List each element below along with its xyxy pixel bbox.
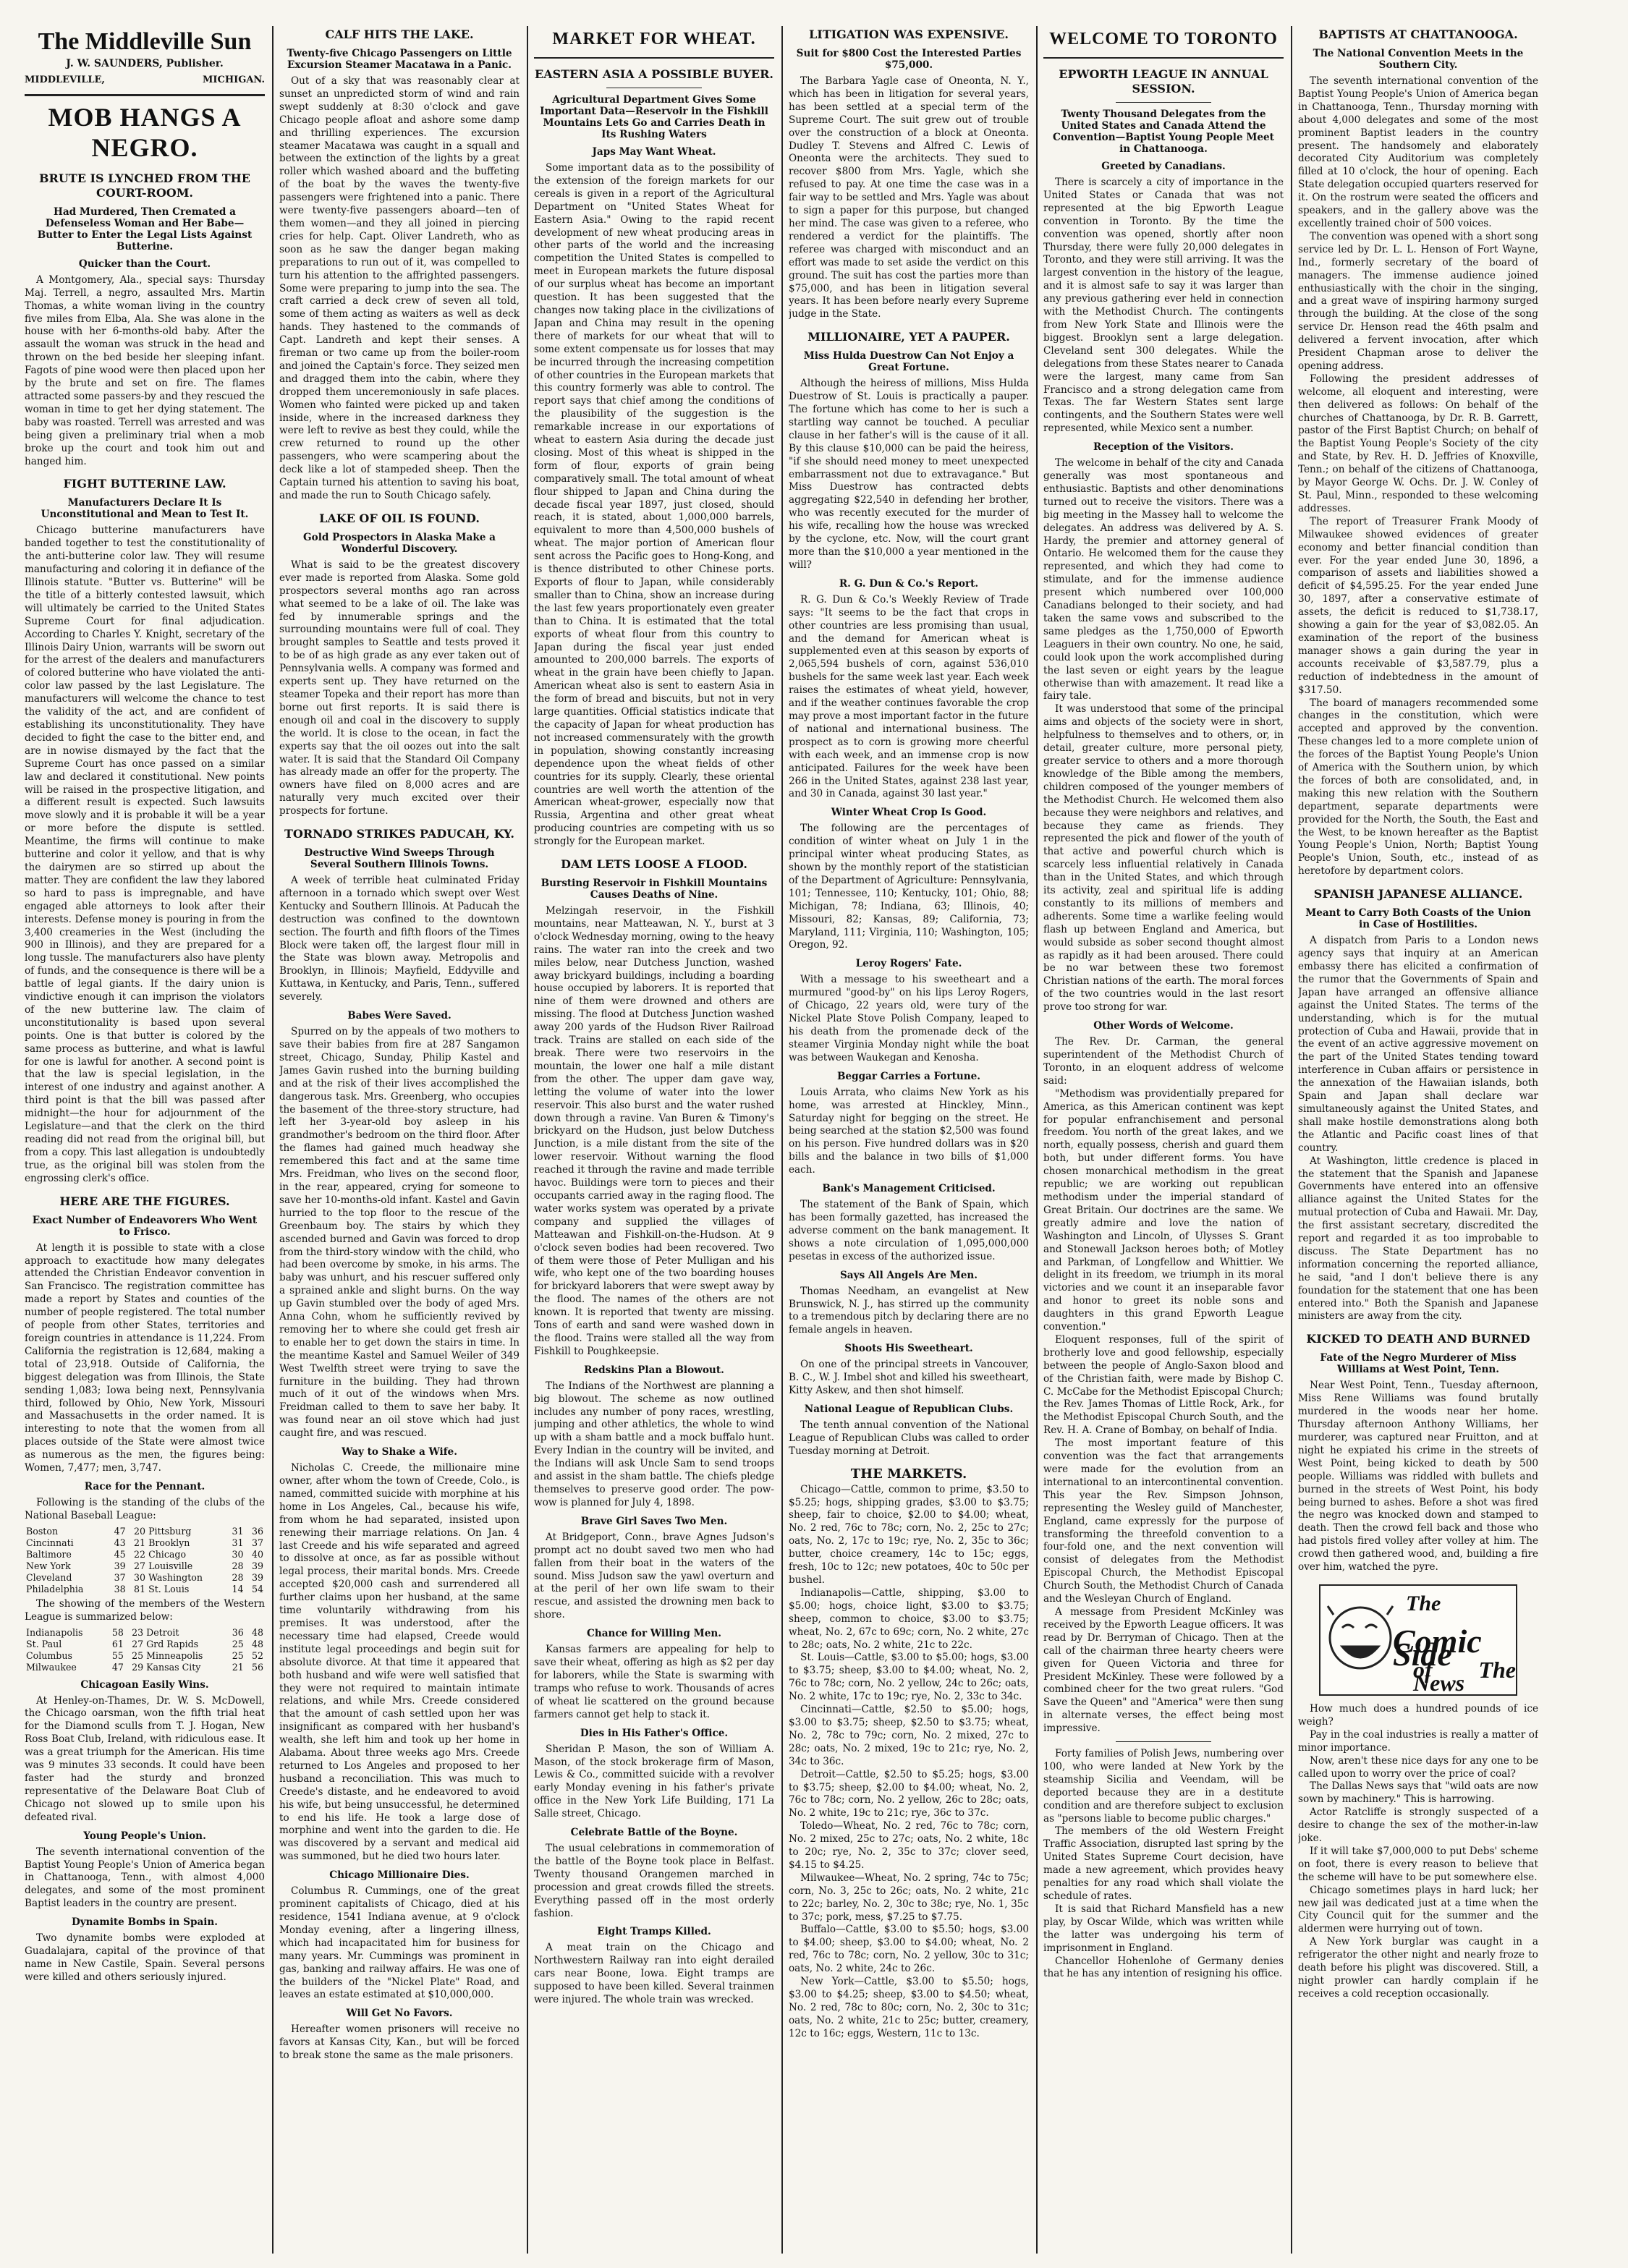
team-record: 14 <box>232 1583 244 1594</box>
article-body: The welcome in behalf of the city and Canada generally was most spontaneous and enthusiastic. Baptists and other denominations turned out to receive the visitors. There was a big meeting in the Massey hall to welcome the delegates. An address was delivered by A. S. Hardy, the premier and attorney general of Ontario. He welcomed them for the cause they represented, and which they had come to stimulate, and for the immense audience present which numbered over 100,000 Canadians belonged to their society, and had taken the same vows and subscribed to the same pledges as the 1,750,000 of Epworth Leaguers in their own country. No one, he said, could look upon the work accomplished during the last seven or eight years by the league otherwise than with amazement. It read like a fairy tale. <box>1043 457 1284 702</box>
standings-row <box>25 1662 265 1673</box>
column-rule <box>781 26 783 2254</box>
subhead: Fate of the Negro Murderer of Miss Williams at West Point, Tenn. <box>1320 1352 1517 1376</box>
headline: LAKE OF OIL IS FOUND. <box>319 511 480 525</box>
headline: DAM LETS LOOSE A FLOOD. <box>561 857 747 872</box>
team-record: 39 <box>251 1571 263 1583</box>
article-body: The board of managers recommended some changes in the constitution, which were accepted and approved by the convention. These changes led to a more complete union of the forces of the Baptist Young People's Union of America with the Southern union, by which the forces of both are consolidated, and, in making this new relation with the Southern department, separate departments were provided for the North, the South, the East and the West, to be known hereafter as the Baptist Young People's Union, North; Baptist Young People's Union, South, etc., instead of as heretofore by department colors. <box>1298 697 1538 878</box>
subhead: Winter Wheat Crop Is Good. <box>831 807 987 819</box>
comic-item: How much does a hundred pounds of ice weigh? <box>1298 1702 1538 1728</box>
headline: CALF HITS THE LAKE. <box>325 27 474 41</box>
subhead: Way to Shake a Wife. <box>342 1446 457 1458</box>
laughing-face-icon <box>1328 1606 1393 1668</box>
team-name: Pittsburg <box>148 1525 192 1537</box>
article-body: A Montgomery, Ala., special says: Thursday Maj. Terrell, a negro, assaulted Mrs. Martin Thomas, a white woman living in the country five miles from Elba, Ala. She was alone in the house with her 6-months-old baby. After the assault the woman was struck in the head and thrown on the bed beside her sleeping infant. Fagots of pine wood were then placed upon her by the brute and set on fire. The flames attracted some passers-by and they rescued the woman in time to get her dying statement. The baby was roasted. Terrell was arrested and was being given a preliminary trial when a mob broke up the court and took him out and hanged him. <box>25 273 265 467</box>
subhead: Exact Number of Endeavorers Who Went to Frisco. <box>32 1214 258 1238</box>
article-body: At Bridgeport, Conn., brave Agnes Judson's prompt act no doubt saved two men who had fallen from their boat in the waters of the sound. Miss Judson saw the yawl overturn and at the peril of her own life swam to their rescue, and assisted the drowning men back to shore. <box>534 1531 774 1621</box>
subhead: Suit for $800 Cost the Interested Parties $75,000. <box>796 48 1022 71</box>
team-name: St. Paul <box>26 1638 62 1649</box>
subhead: Dies in His Father's Office. <box>580 1727 729 1739</box>
market-report: Chicago—Cattle, common to prime, $3.50 to $5.25; hogs, shipping grades, $3.00 to $3.75; sheep, fair to choice, $2.00 to $4.00; wheat, No. 2 red, 76c to 78c; corn, No. 2, 25c to 27c; oats, No. 2, 17c to 19c; rye, No. 2, 35c to 36c; butter, choice creamery, 14c to 15c; eggs, fresh, 10c to 12c; new potatoes, 40c to 50c per bushel. <box>789 1483 1029 1586</box>
article-body: What is said to be the greatest discovery ever made is reported from Alaska. Some gold prospectors several months ago ran across what seemed to be a lake of oil. The lake was fed by innumerable springs and the surrounding mountains were full of coal. They brought samples to Seattle and tests proved it to be of as high grade as any ever taken out of Pennsylvania wells. A company was formed and experts sent up. They have returned on the steamer Topeka and their report has more than borne out first reports. It is said there is enough oil and coal in the discovery to supply the world. It is close to the ocean, in fact the experts say that the oil oozes out into the salt water. It is said that the Standard Oil Company has already made an offer for the property. The owners have filed on 8,000 acres and are naturally very much excited over their prospects for fortune. <box>279 558 520 817</box>
article-body: Melzingah reservoir, in the Fishkill mountains, near Matteawan, N. Y., burst at 3 o'clock Wednesday morning, owing to the heavy rains. The water ran into the creek and two miles below, near Dutchess Junction, washed away brickyard buildings, including a boarding house occupied by laborers. It is reported that nine of them were drowned and others are missing. The flood at Dutchess Junction washed away 200 yards of the Hudson River Railroad track. Trains are stalled on each side of the break. There were two reservoirs in the mountain, the lower one half a mile distant from the other. The upper dam gave way, letting the volume of water into the lower reservoir. This also burst and the water rushed down through a ravine. Van Buren & Timony's brickyard on the Hudson, just below Dutchess Junction, is a mile distant from the site of the lower reservoir. Without warning the flood reached it through the ravine and made terrible havoc. Buildings were torn to pieces and their occupants carried away in the raging flood. The water works system was operated by a private company and supplied the villages of Matteawan and Fishkill-on-the-Hudson. At 9 o'clock seven bodies had been recovered. Two of them were those of Peter Mulligan and his wife, who kept one of the two boarding houses for brickyard laborers that were swept away by the flood. The names of the others are not known. It is reported that twenty are missing. Tons of earth and sand were washed down in the flood. Trains were stalled all the way from Fishkill to Poughkeepsie. <box>534 905 774 1357</box>
summary: Had Murdered, Then Cremated a Defenseless Woman and Her Babe—Butter to Enter the Legal Lists Against Butterine. <box>37 205 253 252</box>
comic-side-logo <box>1319 1584 1517 1696</box>
team-name: Milwaukee <box>26 1661 77 1673</box>
headline: MOB HANGS A NEGRO. <box>48 102 242 162</box>
headline: LITIGATION WAS EXPENSIVE. <box>808 27 1009 41</box>
market-report: New York—Cattle, $3.00 to $5.50; hogs, $3.00 to $4.25; sheep, $3.00 to $4.50; wheat, No. 2 red, 78c to 80c; corn, No. 2, 30c to 31c; oats, No. 2 white, 21c to 25c; butter, creamery, 12c to 16c; eggs, Western, 11c to 13c. <box>789 1976 1029 2039</box>
team-record: 25 <box>232 1649 244 1661</box>
market-report: St. Louis—Cattle, $3.00 to $5.00; hogs, $3.00 to $3.75; sheep, $3.00 to $4.00; wheat, No. 2, 76c to 78c; corn, No. 2 yellow, 24c to 26c; oats, No. 2 white, 17c to 19c; rye, No. 2, 33c to 34c. <box>789 1652 1029 1703</box>
publisher: J. W. SAUNDERS, Publisher. <box>66 58 224 69</box>
comic-item: A New York burglar was caught in a refrigerator the other night and nearly froze to death before his plight was discovered. Still, a night prowler can hardly complain if he receives a cold reception occasionally. <box>1298 1936 1538 2000</box>
market-report: Detroit—Cattle, $2.50 to $5.25; hogs, $3.00 to $3.75; sheep, $2.00 to $4.00; wheat, No. 2, 76c to 78c; corn, No. 2 yellow, 26c to 28c; oats, No. 2 white, 19c to 21c; rye, 36c to 37c. <box>789 1768 1029 1819</box>
subhead: Leroy Rogers' Fate. <box>855 958 962 970</box>
subhead: Chance for Willing Men. <box>587 1628 721 1640</box>
article-body: Two dynamite bombs were exploded at Guadalajara, capital of the province of that name in New Castile, Spain. Several persons were killed and others seriously injured. <box>25 1932 265 1983</box>
standings-row <box>25 1549 265 1560</box>
standings-row <box>25 1526 265 1537</box>
subhead: Celebrate Battle of the Boyne. <box>570 1827 738 1839</box>
team-record: 23 <box>132 1626 144 1638</box>
team-record: 47 <box>114 1525 126 1537</box>
comic-item: Pay in the coal industries is really a matter of minor importance. <box>1298 1728 1538 1754</box>
subhead: Gold Prospectors in Alaska Make a Wonderful Discovery. <box>303 531 496 555</box>
standings-row <box>25 1584 265 1595</box>
team-record: 47 <box>111 1661 124 1673</box>
team-name: Grd Rapids <box>146 1638 199 1649</box>
article-body: At length it is possible to state with a close approach to exactitude how many delegates attended the Christian Endeavor convention in San Francisco. The registration committee has made a report by States and counties of the number of people registered. The total number of people from other States, territories and foreign countries in attendance is 11,224. From California the registration is 12,684, making a total of 23,918. Outside of California, the biggest delegation was from Illinois, the State sending 1,083; Iowa being next, Pennsylvania third, followed by Ohio, New York, Missouri and Massachusetts in the order named. It is interesting to note that the women from all places outside of the State were almost twice as numerous as the men, the figures being: Women, 7,477; men, 3,747. <box>25 1241 265 1474</box>
column-rule <box>1291 26 1292 2254</box>
article-body: At Washington, little credence is placed in the statement that the Spanish and Japanese Governments have entered into an offensive alliance against the United States for the mutual protection of Cuba and Hawaii. Mr. Day, the first assistant secretary, discredited the report and regarded it as too improbable to discuss. The State Department has no information concerning the reported alliance, he said, "and I don't believe there is any foundation for the statement that one has been entered into." Both the Spanish and Japanese ministers are away from the city. <box>1298 1155 1538 1322</box>
standings-table-national <box>25 1526 265 1595</box>
article-body: R. G. Dun & Co.'s Weekly Review of Trade says: "It seems to be the fact that crops in other countries are less promising than usual, and the demand for American wheat is supplemented even at this season by exports of 2,065,594 bushels of corn, against 536,010 bushels for the same week last year. Each week raises the estimates of wheat yield, however, and if the weather continues favorable the crop may prove a most important factor in the future of national and international business. The prospect as to corn is growing more cheerful with each week, and an immense crop is now anticipated. Failures for the week have been 266 in the United States, against 238 last year, and 30 in Canada, against 30 last year." <box>789 593 1029 800</box>
subhead: Eight Tramps Killed. <box>597 1926 711 1938</box>
dateline <box>25 74 265 87</box>
subhead: R. G. Dun & Co.'s Report. <box>839 577 979 590</box>
team-record: 22 <box>134 1548 146 1560</box>
subhead: Manufacturers Declare It Is Unconstitutional and Mean to Test It. <box>41 497 249 521</box>
column-rule <box>527 26 528 2254</box>
team-name: Detroit <box>146 1626 179 1638</box>
subhead: Reception of the Visitors. <box>1093 441 1234 454</box>
article-body: A meat train on the Chicago and Northwestern Railway ran into eight derailed cars near Boone, Iowa. Eight tramps are supposed to have been killed. Several trainmen were injured. The whole train was wrecked. <box>534 1942 774 2006</box>
subhead: Race for the Pennant. <box>84 1480 205 1492</box>
article-body: Although the heiress of millions, Miss Hulda Duestrow of St. Louis is practically a pauper. The fortune which has come to her is such a startling way cannot be touched. A peculiar clause in her father's will is the cause of it all. By this clause $10,000 can be paid the heiress, "if she should need money to meet unexpected embarrassment not due to extravagance." But Miss Duestrow has contracted debts aggregating $22,540 in defending her brother, who was recently executed for the murder of his wife, recalling how the house was wrecked by the cyclone, etc. Now, will the court grant more than the $10,000 a year mentioned in the will? <box>789 378 1029 571</box>
team-record: 20 <box>134 1525 146 1537</box>
subhead: Babes Were Saved. <box>347 1010 451 1022</box>
team-record: 21 <box>134 1537 146 1548</box>
column-2 <box>279 26 520 2254</box>
market-report: Toledo—Wheat, No. 2 red, 76c to 78c; corn, No. 2 mixed, 25c to 27c; oats, No. 2 white, 18c to 20c; rye, No. 2, 35c to 37c; clover seed, $4.15 to $4.25. <box>789 1820 1029 1871</box>
state: MICHIGAN. <box>203 74 265 85</box>
article-body: Hereafter women prisoners will receive no favors at Kansas City, Kan., but will be forced to break stone the same as the male prisoners. <box>279 2023 520 2062</box>
article-body: On one of the principal streets in Vancouver, B. C., W. J. Imbel shot and killed his sweetheart, Kitty Askew, and then shot himself. <box>789 1359 1029 1397</box>
subhead: Bursting Reservoir in Fishkill Mountains Causes Deaths of Nine. <box>540 878 768 901</box>
column-6 <box>1298 26 1538 2254</box>
team-record: 55 <box>111 1649 124 1661</box>
article-body: Forty families of Polish Jews, numbering over 100, who were landed at New York by the steamship Sicilia and Veendam, will be deported because they are in a destitute condition and are therefore subject to exclusion as "persons liable to become public charges." <box>1043 1748 1284 1825</box>
article-body: Following is the standing of the clubs of the National Baseball League: <box>25 1496 265 1521</box>
article-body: At Henley-on-Thames, Dr. W. S. McDowell, the Chicago oarsman, won the fifth trial heat for the Diamond sculls from T. J. Hogan, New Ross Boat Club, Ireland, with ridiculous ease. It was a great triumph for the American. His time was 9 minutes 33 seconds. It could have been faster had the sturdy and bronzed representative of the Delaware Boat Club of Chicago not slowed up to smile upon his defeated rival. <box>25 1694 265 1823</box>
headline: TORNADO STRIKES PADUCAH, KY. <box>284 827 514 841</box>
comic-item: Now, aren't these nice days for any one to be called upon to worry over the price of coal? <box>1298 1754 1538 1780</box>
article-body: The convention was opened with a short song service led by Dr. L. L. Henson of Fort Wayne, Ind., formerly secretary of the board of managers. The immense audience joined enthusiastically with the choir in the singing, and a great wave of inspiring harmony surged through the building. At the close of the song service Dr. Henson read the 46th psalm and delivered a fervent invocation, after which President Chapman arose to deliver the opening address. <box>1298 230 1538 372</box>
team-record: 48 <box>251 1638 263 1649</box>
subhead: Miss Hulda Duestrow Can Not Enjoy a Great Fortune. <box>803 350 1014 374</box>
team-name: Brooklyn <box>148 1537 190 1548</box>
column-rule <box>1036 26 1038 2254</box>
article-body: A week of terrible heat culminated Friday afternoon in a tornado which swept over West Kentucky and Southern Illinois. At Paducah the destruction was confined to the downtown section. The fourth and fifth floors of the Times Block were taken off, the largest flour mill in the State was blown away. Metropolis and Brooklyn, in Illinois; Mayfield, Eddyville and Kuttawa, in Kentucky, and Paris, Tenn., suffered severely. <box>279 875 520 1003</box>
article-body: Columbus R. Cummings, one of the great prominent capitalists of Chicago, died at his residence, 1541 Indiana avenue, at 9 o'clock Monday evening, after a lingering illness, which had incapacitated him for business for many years. Mr. Cummings was prominent in gas, banking and railway affairs. He was one of the builders of the "Nickel Plate" Road, and leaves an estate estimated at $10,000,000. <box>279 1885 520 2001</box>
team-record: 48 <box>251 1626 263 1638</box>
article-body: Some important data as to the possibility of the extension of the foreign markets for our cereals is given in a report of the Agricultural Department on "United States Wheat for Eastern Asia." Owing to the rapid recent development of new wheat producing areas in other parts of the world and the increasing competition the United States is compelled to meet in European markets the future disposal of our surplus wheat has become an important question. It has been suggested that the changes now taking place in the civilizations of Japan and China may result in the opening there of markets for our wheat that will to some extent compensate us for losses that may be incurred through the increasing competition of other countries in the European markets that this country formerly was able to control. The report says that chief among the conditions of the plausibility of the suggestion is the remarkable increase in our exportations of wheat to eastern Asia during the decade just closing. Most of this wheat is shipped in the form of flour, exports of grain being comparatively small. The total amount of wheat flour shipped to Japan and China during the decade fiscal year 1897, just closed, should reach, it is stated, about 1,000,000 barrels, equivalent to more than 4,500,000 bushels of wheat. The major portion of American flour sent across the Pacific goes to Hong-Kong, and is thence distributed to other Chinese ports. Exports of flour to Japan, while considerably smaller than to China, show an increase during the last few years proportionately even greater than to China. It is estimated that the total exports of wheat flour from this country to Japan during the fiscal year just ended amounted to 200,000 barrels. The exports of wheat in the grain have been chiefly to Japan. American wheat also is sent to eastern Asia in the form of bread and biscuits, but not in very large quantities. Official statistics indicate that the capacity of Japan for wheat production has not increased commensurately with the growth in population, showing constantly increasing dependence upon the wheat fields of other countries for its supply. Clearly, these oriental countries are well worth the attention of the American wheat-grower, especially now that Russia, Argentina and other great wheat producing countries are competing with us so strongly for the European market. <box>534 162 774 848</box>
article-body: Following the president addresses of welcome, all eloquent and interesting, were then delivered as follows: On behalf of the churches of Chattanooga, by Dr. R. B. Garrett, pastor of the First Baptist Church; on behalf of the Baptist Young People's Society of the city and State, by Rev. H. D. Jeffries of Knoxville, Tenn.; on behalf of the citizens of Chattanooga, by Mayor George W. Ochs. Dr. J. W. Conley of St. Paul, Minn., responded to these welcoming addresses. <box>1298 373 1538 514</box>
subhead: National League of Republican Clubs. <box>804 1403 1014 1415</box>
subhead: Beggar Carries a Fortune. <box>836 1070 981 1082</box>
team-name: Columbus <box>26 1649 72 1661</box>
article-body: The statement of the Bank of Spain, which has been formally gazetted, has increased the adverse comment on the bank management. It shows a note circulation of 1,095,000,000 pesetas in excess of the authorized issue. <box>789 1199 1029 1262</box>
article-body: A message from President McKinley was received by the Epworth League officers. It was read by Dr. Berryman of Chicago. Then at the call of the chairman three hearty cheers were given for Queen Victoria and three for President McKinley. These were followed by a combined cheer for the two great rulers. "God Save the Queen" and "America" were then sung in alternate verses, the effect being most impressive. <box>1043 1605 1284 1735</box>
subhead: Brave Girl Saves Two Men. <box>580 1515 728 1527</box>
standings-row <box>25 1639 265 1650</box>
team-record: 81 <box>134 1583 146 1594</box>
team-record: 38 <box>114 1583 126 1594</box>
standings-table-western <box>25 1627 265 1673</box>
subhead: Quicker than the Court. <box>78 258 211 270</box>
comic-item: If it will take $7,000,000 to put Debs' scheme on foot, there is every reason to believe that the scheme will have to be put somewhere else. <box>1298 1845 1538 1883</box>
deck: EPWORTH LEAGUE IN ANNUAL SESSION. <box>1059 67 1268 95</box>
team-record: 30 <box>232 1548 244 1560</box>
deck: EASTERN ASIA A POSSIBLE BUYER. <box>535 67 773 81</box>
headline: MILLIONAIRE, YET A PAUPER. <box>807 330 1010 344</box>
article-body: "Methodism was providentially prepared for America, as this American continent was kept for popular enfranchisement and personal freedom. You north of the great lakes, and we north, equally possess, cherish and guard them both, but under different forms. You have chosen monarchical methodism in the great republic; we are working out republican methodism under the imperial standard of Great Britain. Our doctrines are the same. We greatly admire and love the nation of Washington and Lincoln, of Ulysses S. Grant and Stonewall Jackson heroes both; of Motley and Parkman, of Longfellow and Whittier. We delight in its freedom, we triumph in its moral victories and we count it an inseparable favor and honor to greet its noble sons and daughters in this grand Epworth League convention." <box>1043 1087 1284 1333</box>
team-name: Chicago <box>148 1548 187 1560</box>
subhead: Meant to Carry Both Coasts of the Union in Case of Hostilities. <box>1305 907 1531 931</box>
team-record: 25 <box>232 1638 244 1649</box>
subhead: Will Get No Favors. <box>346 2008 453 2020</box>
team-record: 40 <box>251 1548 263 1560</box>
masthead-title: The Middleville Sun <box>38 28 252 55</box>
comic-item: The Dallas News says that "wild oats are now sown by machinery." This is harrowing. <box>1298 1780 1538 1806</box>
subhead: Japs May Want Wheat. <box>592 146 716 158</box>
subhead: Redskins Plan a Blowout. <box>584 1364 724 1376</box>
team-record: 45 <box>114 1548 126 1560</box>
article-body: The report of Treasurer Frank Moody of Milwaukee showed evidences of greater economy and better financial condition than ever. For the year ended June 30, 1896, a comparison of assets and liabilities showed a deficit of $4,595.25. For the year ended June 30, 1897, after a conservative estimate of assets, the deficit is reduced to $1,738.17, showing a gain for the year of $3,082.05. An examination of the report of the business manager shows a gain during the year in accounts receivable of $3,587.79, plus a reduction of indebtedness in the amount of $317.50. <box>1298 515 1538 696</box>
team-name: Kansas City <box>146 1661 201 1673</box>
article-body: The members of the old Western Freight Traffic Association, disrupted last spring by the United States Supreme Court decision, have made a new agreement, which provides heavy penalties for any road which shall violate the schedule of rates. <box>1043 1825 1284 1902</box>
team-name: Louisville <box>148 1560 193 1571</box>
article-body: The Indians of the Northwest are planning a big blowout. The scheme as now outlined includes any number of pony races, wrestling, jumping and other athletics, the whole to wind up with a sham battle and a mock buffalo hunt. Every Indian in the country will be invited, and the Indians will ask Uncle Sam to send troops and assist in the sham battle. The chiefs pledge themselves to preserve good order. The pow-wow is planned for July 4, 1898. <box>534 1380 774 1508</box>
standings-row <box>25 1627 265 1639</box>
team-record: 37 <box>114 1571 126 1583</box>
team-name: Boston <box>26 1525 59 1537</box>
team-record: 25 <box>132 1649 144 1661</box>
subhead: Greeted by Canadians. <box>1101 161 1226 172</box>
summary: Agricultural Department Gives Some Important Data—Reservoir in the Fishkill Mountains Lets Go and Carries Death in Its Rushing Waters <box>540 94 768 140</box>
subhead: The National Convention Meets in the Southern City. <box>1313 48 1524 71</box>
team-record: 36 <box>232 1626 244 1638</box>
article-body: The showing of the members of the Western League is summarized below: <box>25 1597 265 1623</box>
article-body: Louis Arrata, who claims New York as his home, was arrested at Hinckley, Minn., Saturday night for begging on the street. He being searched at the station $2,500 was found on his person. Five hundred dollars was in $20 bills and the balance in two bills of $1,000 each. <box>789 1086 1029 1176</box>
headline: WELCOME TO TORONTO <box>1049 30 1278 48</box>
article-body: The seventh international convention of the Baptist Young People's Union of America began in Chattanooga, Tenn., with almost 4,000 delegates, and some of the most prominent Baptist leaders in the country are present. <box>25 1846 265 1910</box>
column-4 <box>789 26 1029 2254</box>
comic-title-line3: of The News <box>1413 1656 1516 1696</box>
headline: HERE ARE THE FIGURES. <box>59 1194 230 1208</box>
team-record: 31 <box>232 1537 244 1548</box>
team-record: 29 <box>132 1661 144 1673</box>
standings-row <box>25 1650 265 1662</box>
team-name: Cleveland <box>26 1571 72 1583</box>
team-record: 36 <box>251 1525 263 1537</box>
market-report: Indianapolis—Cattle, shipping, $3.00 to $5.00; hogs, choice light, $3.00 to $3.75; sheep, common to choice, $3.00 to $3.75; wheat, No. 2, 67c to 69c; corn, No. 2 white, 27c to 28c; oats, No. 2 white, 21c to 22c. <box>789 1587 1029 1651</box>
article-body: The usual celebrations in commemoration of the battle of the Boyne took place in Belfast. Twenty thousand Orangemen marched in procession and great crowds filled the streets. Everything passed off in the most orderly fashion. <box>534 1843 774 1919</box>
headline: FIGHT BUTTERINE LAW. <box>63 477 226 491</box>
article-body: The following are the percentages of condition of winter wheat on July 1 in the principal winter wheat producing States, as shown by the monthly report of the statistician of the Department of Agriculture: Pennsylvania, 101; Tennessee, 110; Kentucky, 101; Ohio, 88; Michigan, 78; Indiana, 63; Illinois, 40; Missouri, 82; Kansas, 89; California, 73; Maryland, 111; Virginia, 110; Washington, 105; Oregon, 92. <box>789 823 1029 951</box>
subhead: Chicagoan Easily Wins. <box>80 1678 209 1691</box>
market-report: Buffalo—Cattle, $3.00 to $5.50; hogs, $3.00 to $4.00; sheep, $3.00 to $4.00; wheat, No. 2 red, 76c to 78c; corn, No. 2 yellow, 30c to 31c; oats, No. 2 white, 24c to 26c. <box>789 1924 1029 1975</box>
article-body: It was understood that some of the principal aims and objects of the society were in short, helpfulness to themselves and to others, or, in detail, greater culture, more personal piety, greater service to others and a more thorough knowledge of the Bible among the members, children composed of the younger members of the Methodist Church. He welcomed them also because they were neighbors and relatives, and because they came as friends. They represented the pick and flower of the youth of that active and powerful church which is scarcely less influential relatively in Canada than in the United States, and which through its activity, zeal and spiritual life is adding constantly to its millions of members and adherents. Some time a warlike feeling would flash up between England and America, but would subside as sober second thought almost as rapidly as it had been aroused. There could be no war between these two foremost Christian nations of the earth. The moral forces of the two countries would in the last resort prove too strong for war. <box>1043 703 1284 1014</box>
article-body: It is said that Richard Mansfield has a new play, by Oscar Wilde, which was written while the latter was undergoing his term of imprisonment in England. <box>1043 1903 1284 1954</box>
team-record: 52 <box>251 1649 263 1661</box>
standings-row <box>25 1572 265 1584</box>
article-body: Chancellor Hohenlohe of Germany denies that he has any intention of resigning his office. <box>1043 1955 1284 1980</box>
subhead: Bank's Management Criticised. <box>822 1183 996 1195</box>
subhead: Twenty-five Chicago Passengers on Little Excursion Steamer Macatawa in a Panic. <box>287 48 512 71</box>
team-name: Washington <box>148 1571 203 1583</box>
deck: BRUTE IS LYNCHED FROM THE COURT-ROOM. <box>39 171 250 200</box>
article-body: Spurred on by the appeals of two mothers to save their babies from fire at 287 Sangamon street, Chicago, Sunday, Philip Kastel and James Gavin rushed into the burning building and at the risk of their lives accomplished the dangerous task. Mrs. Greenberg, who occupies the basement of the three-story structure, had left her 3-year-old boy asleep in his grandmother's bedroom on the third floor. After the flames had gained much headway she remembered this fact and at the same time Mrs. Freidman, who lives on the second floor, in the rear, appeared, crying for someone to save her 10-months-old infant. Kastel and Gavin hurried to the top floor to the rescue of the Greenbaum boy. The stairs by which they ascended burned and Gavin was forced to drop from the third-story window with the child, who had been overcome by smoke, in his arms. The baby was unhurt, and his rescuer suffered only a sprained ankle and slight burns. On the way up Gavin stumbled over the body of aged Mrs. Anna Cohn, whom he sufficiently revived by removing her to where she could get fresh air to enable her to get down the stairs in time. In the meantime Kastel and Samuel Weiler of 349 West Twelfth street were trying to save the furniture in the building. They had thrown much of it out of the windows when Mrs. Freidman called to them to save her baby. It was found near an oil stove which had just caught fire, and was rescued. <box>279 1026 520 1440</box>
headline: BAPTISTS AT CHATTANOOGA. <box>1318 27 1518 41</box>
team-name: Minneapolis <box>146 1649 203 1661</box>
article-body: Chicago butterine manufacturers have banded together to test the constitutionality of the anti-butterine color law. They will resume manufacturing and coloring it in defiance of the Illinois statute. "Butter vs. Butterine" will be the title of a bitterly contested lawsuit, which will ultimately be carried to the United States Supreme Court for final adjudication. According to Charles Y. Knight, secretary of the Illinois Dairy Union, warrants will be sworn out for the arrest of the dealers and manufacturers of colored butterine who have violated the anti-color law passed by the last Legislature. The manufacturers will welcome the chance to test the validity of the act, and are confident of establishing its unconstitutionality. They have decided to fight the case to the bitter end, and are in nowise dismayed by the fact that the Supreme Court has once passed on a similar law and declared it constitutional. New points will be raised in the prospective litigation, and a different result is expected. Such lawsuits move slowly and it is probable it will be a year or more before the dispute is settled. Meantime, the firms will continue to make butterine and color it yellow, and that is why the dairymen are so stirred up about the matter. They are confident the law they labored so hard to pass is impregnable, and have engaged able attorneys to look after their interests. Defense money is pouring in from the 3,400 creameries in the West (including the 900 in Illinois), and they are prepared for a long tussle. The manufacturers also have plenty of funds, and the consequence is there will be a battle of legal giants. If the dairy union is vindictive enough it can imprison the violators of the new butterine law. The claim of unconstitutionality is based upon several points. One is that butter is colored by the same process as butterine, and what is lawful for one is lawful for another. A second point is that the law is special legislation, in the interest of one industry and against another. A third point is that the bill was passed after midnight—the hour for adjournment of the Legislature—and that the clerk on the third reading did not read from the original bill, but from a copy. This last allegation is undoubtedly true, as the original bill was stolen from the engrossing clerk's office. <box>25 524 265 1184</box>
subhead: Destructive Wind Sweeps Through Several Southern Illinois Towns. <box>304 847 495 871</box>
team-name: Baltimore <box>26 1548 72 1560</box>
market-report: Milwaukee—Wheat, No. 2 spring, 74c to 75c; corn, No. 3, 25c to 26c; oats, No. 2 white, 21c to 22c; barley, No. 2, 30c to 38c; rye, No. 1, 35c to 37c; pork, mess, $7.25 to $7.75. <box>789 1872 1029 1923</box>
standings-row <box>25 1560 265 1572</box>
subhead: Chicago Millionaire Dies. <box>329 1869 470 1882</box>
comic-title-line2: Comic Side <box>1393 1622 1482 1673</box>
article-body: Kansas farmers are appealing for help to save their wheat, offering as high as $2 per day for laborers, while the State is swarming with tramps who refuse to work. Thousands of acres of wheat lie scattered on the ground because farmers cannot get help to stack it. <box>534 1644 774 1720</box>
team-name: Indianapolis <box>26 1626 83 1638</box>
team-record: 28 <box>232 1560 244 1571</box>
team-name: Cincinnati <box>26 1537 74 1548</box>
subhead: Shoots His Sweetheart. <box>844 1343 973 1355</box>
team-name: Philadelphia <box>26 1583 84 1594</box>
team-record: 56 <box>251 1661 263 1673</box>
column-3 <box>534 26 774 2254</box>
headline: SPANISH JAPANESE ALLIANCE. <box>1313 887 1523 901</box>
column-1 <box>25 26 265 2254</box>
comic-item: Actor Ratcliffe is strongly suspected of a desire to change the sex of the mother-in-law joke. <box>1298 1806 1538 1845</box>
article-body: The tenth annual convention of the National League of Republican Clubs was called to order Tuesday morning at Detroit. <box>789 1419 1029 1457</box>
column-rule <box>272 26 274 2254</box>
subhead: Says All Angels Are Men. <box>839 1269 978 1281</box>
comic-title-line1: The <box>1406 1591 1441 1615</box>
team-record: 61 <box>111 1638 124 1649</box>
subhead: Dynamite Bombs in Spain. <box>71 1916 219 1929</box>
team-record: 21 <box>232 1661 244 1673</box>
standings-row <box>25 1537 265 1549</box>
market-report: Cincinnati—Cattle, $2.50 to $5.00; hogs, $3.00 to $3.75; sheep, $2.50 to $3.75; wheat, No. 2, 78c to 79c; corn, No. 2 mixed, 27c to 28c; oats, No. 2 mixed, 19c to 21c; rye, No. 2, 34c to 36c. <box>789 1704 1029 1767</box>
article-body: Near West Point, Tenn., Tuesday afternoon, Miss Rene Williams was found brutally murdered in the woods near her home. Thursday afternoon Anthony Williams, her murderer, was captured near Fruitton, and at night he expiated his crime in the streets of West Point, being kicked to death by 500 people. Williams was riddled with bullets and burned in the streets of West Point, his body being burned to ashes. Before a shot was fired the negro was knocked down and stamped to death. Then the crowd fell back and those who had pistols fired volley after volley at him. The crowd then gathered wood, and, building a fire over him, watched the pyre. <box>1298 1380 1538 1573</box>
article-body: The seventh international convention of the Baptist Young People's Union of America began in Chattanooga, Tenn., Thursday morning with about 4,000 delegates and some of the most prominent Baptist leaders in the country present. The handsomely and elaborately decorated City Auditorium was completely filled at 10 o'clock, the hour of opening. Each State delegation occupied quarters reserved for it. On the rostrum were seated the officers and speakers, and in the gallery above was the excellently trained choir of 500 voices. <box>1298 75 1538 229</box>
team-record: 58 <box>111 1626 124 1638</box>
article-body: The most important feature of this convention was the fact that arrangements were made for the evolution from an international to an intercontinental convention. This year the Rev. Simpson Johnson, representing the Wesley guild of Manchester, England, came expressly for the purpose of transforming the threefold convention to a four-fold one, and the next convention will consist of delegates from the Methodist Episcopal Church, the Methodist Episcopal Church South, the Methodist Church of Canada and the Wesleyan Church of England. <box>1043 1437 1284 1605</box>
team-name: St. Louis <box>148 1583 190 1594</box>
article-body: A dispatch from Paris to a London news agency says that inquiry at an American embassy there has elicited a confirmation of the rumor that the Governments of Spain and Japan have arranged an offensive alliance against the United States. The terms of the understanding, which is for the mutual protection of Cuba and Hawaii, provide that in the event of an active aggressive movement on the part of the United States tending toward interference in Cuban affairs or persistence in the annexation of the Hawaiian islands, both Spain and Japan shall declare war simultaneously against the United States, and shall make hostile demonstrations along both the Atlantic and Pacific coast lines of that country. <box>1298 935 1538 1154</box>
article-body: Eloquent responses, full of the spirit of brotherly love and good fellowship, especially between the people of Anglo-Saxon blood and of the Christian faith, were made by Bishop C. C. McCabe for the Methodist Episcopal Church; the Rev. James Thomas of Little Rock, Ark., for the Methodist Episcopal Church South, and the Rev. H. A. Crane of Bombay, on behalf of India. <box>1043 1333 1284 1437</box>
team-record: 39 <box>114 1560 126 1571</box>
town: MIDDLEVILLE, <box>25 74 105 85</box>
headline: KICKED TO DEATH AND BURNED <box>1306 1332 1530 1346</box>
article-body: Sheridan P. Mason, the son of William A. Mason, of the stock brokerage firm of Mason, Lewis & Co., committed suicide with a revolver early Monday evening in his father's private office in the New York Life Building, 171 La Salle street, Chicago. <box>534 1743 774 1820</box>
team-record: 30 <box>134 1571 146 1583</box>
markets-heading: THE MARKETS. <box>850 1466 967 1482</box>
summary: Twenty Thousand Delegates from the United States and Canada Attend the Convention—Baptist Young People Meet in Chattanooga. <box>1053 109 1274 155</box>
team-name: New York <box>26 1560 71 1571</box>
team-record: 39 <box>251 1560 263 1571</box>
team-record: 31 <box>232 1525 244 1537</box>
team-record: 27 <box>134 1560 146 1571</box>
article-body: There is scarcely a city of importance in the United States or Canada that was not represented at the big Epworth League convention in Toronto. By the time the convention was opened, shortly after noon Thursday, there were fully 20,000 delegates in Toronto, and they were still arriving. It was the largest convention in the history of the league, and it is almost safe to say it was larger than any previous gathering ever held in connection with the Methodist Church. The contingents from New York State and Illinois were the biggest. Brooklyn sent a large delegation. Cleveland sent 300 delegates. While the delegations from these States nearer to Canada were the largest, many came from San Francisco and a strong delegation came from Texas. The far Western States sent large contingents, and the Southern States were well represented, while Mexico sent a number. <box>1043 177 1284 435</box>
article-body: Nicholas C. Creede, the millionaire mine owner, after whom the town of Creede, Colo., is named, committed suicide with morphine at his home in Los Angeles, Cal., because his wife, from whom he had separated, insisted upon renewing their marriage relations. On Jan. 4 last Creede and his wife separated and agreed to dissolve at once, as far as possible without legal process, their marital bonds. Mrs. Creede accepted $20,000 cash and surrendered all further claims upon her husband, at the same time voluntarily withdrawing from his premises. It was understood, after the necessary time had elapsed, Creede would institute legal proceedings and begin suit for absolute divorce. At that time it appeared that both husband and wife were well satisfied that they were not required to maintain intimate relations, and while Mrs. Creede considered that the amount of cash settled upon her was insignificant as compared with her husband's wealth, she left him and took up her home in Alabama. About three weeks ago Mrs. Creede returned to Los Angeles and proposed to her husband a reconciliation. This was much to Creede's distaste, and he endeavored to avoid his wife, but being unsuccessful, he determined to end his life. He took a large dose of morphine and went into the garden to die. He was discovered by a servant and medical aid was summoned, but he died two hours later. <box>279 1462 520 1863</box>
article-body: The Barbara Yagle case of Oneonta, N. Y., which has been in litigation for several years, has been settled at a special term of the Supreme Court. The suit grew out of trouble over the construction of a block at Oneonta. Dudley T. Stevens and Alfred C. Lewis of Oneonta were the architects. They sued to recover $800 from Mrs. Yagle, which she refused to pay. At one time the case was in a fair way to be settled and Mrs. Yagle was about to sign a paper for this purpose, but changed her mind. The case was given to a referee, who rendered a verdict for the plaintiffs. The referee was charged with misconduct and an effort was made to set aside the verdict on this ground. The suit has cost the parties more than $75,000, and has been in litigation several years. It has been before nearly every Supreme judge in the State. <box>789 75 1029 320</box>
team-record: 27 <box>132 1638 144 1649</box>
comic-item: Chicago sometimes plays in hard luck; her new jail was dedicated just at a time when the City Council quit for the summer and the aldermen were hurrying out of town. <box>1298 1884 1538 1935</box>
headline: MARKET FOR WHEAT. <box>552 30 756 48</box>
article-body: With a message to his sweetheart and a murmured "good-by" on his lips Leroy Rogers, of Chicago, 22 years old, were tury of the Nickel Plate Stove Polish Company, leaped to his death from the promenade deck of the steamer Virginia Monday night while the boat was between Waukegan and Kenosha. <box>789 974 1029 1063</box>
subhead: Young People's Union. <box>83 1830 206 1842</box>
subhead: Other Words of Welcome. <box>1093 1020 1234 1032</box>
article-body: Thomas Needham, an evangelist at New Brunswick, N. J., has stirred up the community to a tremendous pitch by declaring there are no female angels in heaven. <box>789 1285 1029 1336</box>
team-record: 28 <box>232 1571 244 1583</box>
team-record: 43 <box>114 1537 126 1548</box>
article-body: The Rev. Dr. Carman, the general superintendent of the Methodist Church of Toronto, in an eloquent address of welcome said: <box>1043 1036 1284 1087</box>
team-record: 37 <box>251 1537 263 1548</box>
team-record: 54 <box>251 1583 263 1594</box>
article-body: Out of a sky that was reasonably clear at sunset an unpredicted storm of wind and rain swept suddenly at 8:30 o'clock and gave Chicago people afloat and ashore some damp and thrilling experiences. The excursion steamer Macatawa was caught in a squall and between the extinction of the lights by a great roller which washed aboard and the buffeting of the boat by the waves the twenty-five passengers were frightened into a panic. There were twenty-five passengers aboard—ten of them women—and they all joined in piercing cries for help. Capt. Oliver Landreth, who as soon as he saw the danger began making preparations to run out of it, was compelled to turn his attention to the affrighted passengers. Some were preparing to jump into the sea. The craft carried a deck crew of seven all told, some of them acting as waiters as well as deck hands. They hastened to the commands of Capt. Landreth and kept their senses. A fireman or two came up from the boiler-room and joined the Captain's force. They seized men and dragged them into the cabin, where they dropped them unceremoniously in safe places. Women who fainted were picked up and taken inside, where in the increased darkness they were left to revive as best they could, while the crew returned to round up the other passengers, who were scampering about the deck like a lot of stampeded sheep. Then the Captain turned his attention to saving his boat, and made the run to South Chicago safely. <box>279 75 520 501</box>
column-5 <box>1043 26 1284 2254</box>
